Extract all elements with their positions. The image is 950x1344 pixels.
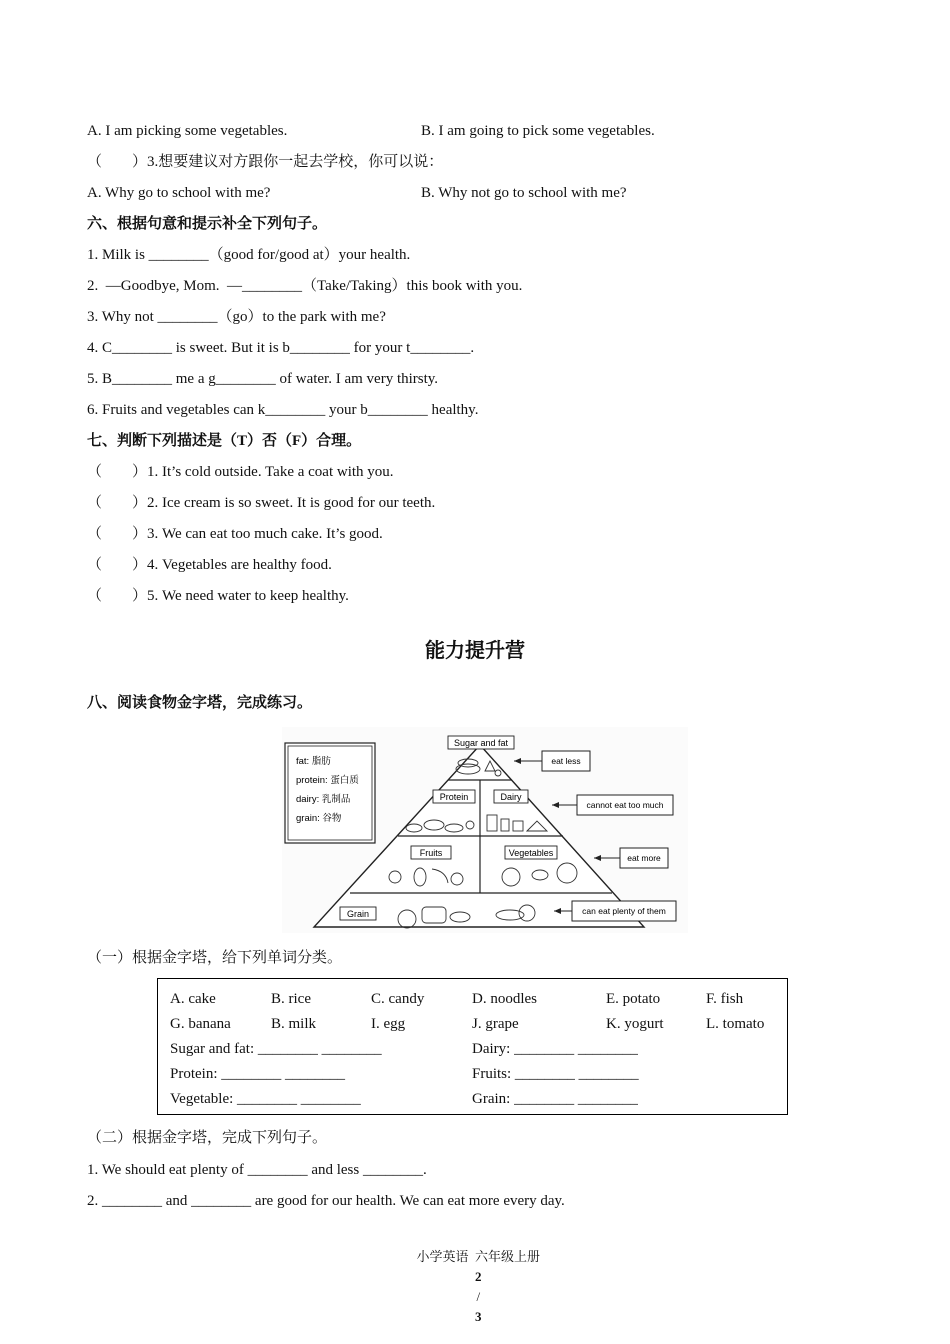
footer-title: 小学英语 六年级上册	[416, 1249, 540, 1264]
word-option: B. milk	[271, 1016, 317, 1032]
word-option: J. grape	[472, 1016, 519, 1032]
word-option: F. fish	[706, 991, 744, 1007]
category-protein: Protein: ________ ________	[170, 1066, 345, 1082]
sec6-item: 3. Why not ________（go）to the park with me?	[87, 309, 386, 325]
category-grain: Grain: ________ ________	[472, 1091, 638, 1107]
section-8-heading: 八、阅读食物金字塔，完成练习。	[87, 695, 313, 711]
level-label-fruits: Fruits	[419, 848, 443, 858]
category-sugar-fat: Sugar and fat: ________ ________	[170, 1041, 382, 1057]
sec6-item: 4. C________ is sweet. But it is b________ for your t________.	[87, 340, 475, 356]
sec8-sentence: 2. ________ and ________ are good for our health. We can eat more every day.	[87, 1193, 565, 1209]
sec6-item: 1. Milk is ________（good for/good at）your health.	[87, 247, 411, 263]
q2-option-b: B. I am going to pick some vegetables.	[421, 123, 655, 139]
part-1-instruction: （一）根据金字塔，给下列单词分类。	[87, 950, 343, 966]
sec7-item: （ ）1. It’s cold outside. Take a coat with you.	[87, 464, 394, 480]
q3-stem: （ ）3.想要建议对方跟你一起去学校，你可以说：	[87, 154, 444, 170]
word-option: G. banana	[170, 1016, 231, 1032]
legend-item: protein: 蛋白质	[296, 775, 359, 786]
legend-item: grain: 谷物	[296, 813, 342, 824]
category-dairy: Dairy: ________ ________	[472, 1041, 638, 1057]
arrow-note-eat-less: eat less	[551, 756, 581, 766]
q3-option-a: A. Why go to school with me?	[87, 185, 271, 201]
legend-item: fat: 脂肪	[296, 756, 331, 767]
category-vegetable: Vegetable: ________ ________	[170, 1091, 361, 1107]
sec7-item: （ ）5. We need water to keep healthy.	[87, 588, 349, 604]
level-label-sugar-fat: Sugar and fat	[453, 738, 509, 748]
sec7-item: （ ）4. Vegetables are healthy food.	[87, 557, 332, 573]
food-pyramid-figure	[282, 727, 688, 933]
word-option: D. noodles	[472, 991, 537, 1007]
footer-page-total: 3	[475, 1309, 482, 1324]
word-option: E. potato	[606, 991, 661, 1007]
arrow-note-cannot-eat-too-much: cannot eat too much	[586, 800, 664, 810]
sec6-item: 5. B________ me a g________ of water. I am very thirsty.	[87, 371, 439, 387]
footer-page-number: 2	[475, 1269, 482, 1284]
section-title: 能力提升营	[425, 640, 525, 662]
category-fruits: Fruits: ________ ________	[472, 1066, 639, 1082]
sec6-item: 6. Fruits and vegetables can k________ your b________ healthy.	[87, 402, 479, 418]
q2-option-a: A. I am picking some vegetables.	[87, 123, 288, 139]
word-option: A. cake	[170, 991, 216, 1007]
q3-option-b: B. Why not go to school with me?	[421, 185, 627, 201]
word-option: I. egg	[371, 1016, 406, 1032]
legend-item: dairy: 乳制品	[296, 794, 351, 805]
page-footer	[0, 1227, 950, 1327]
sec8-sentence: 1. We should eat plenty of ________ and less ________.	[87, 1162, 427, 1178]
arrow-note-eat-more: eat more	[627, 853, 661, 863]
part-2-instruction: （二）根据金字塔，完成下列句子。	[87, 1130, 328, 1146]
footer-separator: /	[476, 1289, 481, 1304]
sec7-item: （ ）2. Ice cream is so sweet. It is good for our teeth.	[87, 495, 436, 511]
level-label-vegetables: Vegetables	[508, 848, 554, 858]
sec6-item: 2. —Goodbye, Mom. —________（Take/Taking）this book with you.	[87, 278, 523, 294]
level-label-protein: Protein	[439, 792, 469, 802]
word-option: L. tomato	[706, 1016, 765, 1032]
word-option: K. yogurt	[606, 1016, 664, 1032]
section-6-heading: 六、根据句意和提示补全下列句子。	[87, 216, 328, 232]
word-classification-box	[157, 978, 788, 1115]
level-label-grain: Grain	[346, 909, 370, 919]
word-option: C. candy	[371, 991, 425, 1007]
arrow-note-can-eat-plenty: can eat plenty of them	[582, 906, 666, 916]
section-7-heading: 七、判断下列描述是（T）否（F）合理。	[87, 433, 362, 449]
word-option: B. rice	[271, 991, 311, 1007]
sec7-item: （ ）3. We can eat too much cake. It’s good.	[87, 526, 383, 542]
level-label-dairy: Dairy	[500, 792, 522, 802]
